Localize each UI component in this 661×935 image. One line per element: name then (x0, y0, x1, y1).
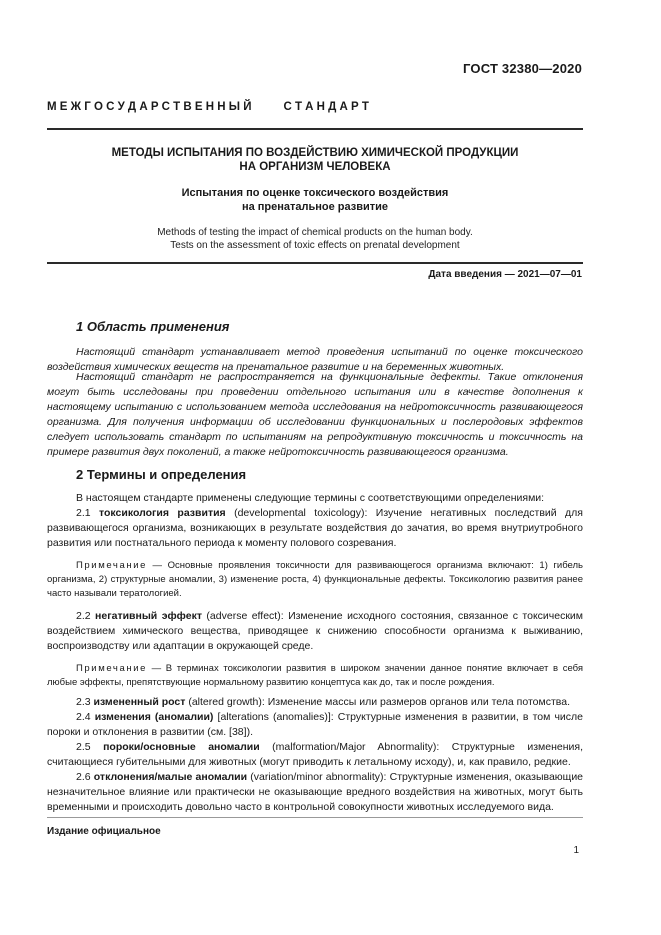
section-1-paragraph-2 (47, 370, 583, 460)
term-definition: (altered growth): Изменение массы или размеров органов или тела потомства. (185, 696, 570, 708)
section-1-heading: 1 Область применения (76, 319, 230, 334)
section-2-heading: 2 Термины и определения (76, 467, 247, 482)
term-name: изменения (аномалии) (94, 711, 214, 723)
scope-paragraph-2: Настоящий стандарт не распространяется на функциональные дефекты. Такие отклонения могут быть исследованы при проведении отдельного испытания или в качестве дополнения к настоящему испытанию с использованием метода исследования на нейротоксичность развивающегося организма. Для получения информации об исследовании функциональных и послеродовых эффектов следует использовать стандарт по испытаниям на репродуктивную токсичность и токсичность на примере развития двух поколений, а также нейротоксичность развивающегося организма. (47, 371, 583, 458)
term-2-2 (47, 609, 583, 654)
term-definition: (malformation/Major Abnormality): Структурные изменения, считающиеся губительными для животных (могут приводить к летальному исходу), и, как правило, редкие. (47, 741, 583, 768)
title-line-2: НА ОРГАНИЗМ ЧЕЛОВЕКА (239, 161, 391, 173)
term-name: отклонения/малые аномалии (93, 771, 248, 783)
english-title-line-1: Methods of testing the impact of chemical products on the human body. (157, 227, 473, 238)
introduction-date: Дата введения — 2021—07—01 (428, 269, 582, 280)
term-number: 2.1 (76, 507, 100, 519)
document-subtitle (47, 186, 583, 214)
top-divider (47, 128, 583, 130)
standard-number: ГОСТ 32380—2020 (463, 61, 582, 76)
term-number: 2.6 (76, 771, 94, 783)
english-title-line-2: Tests on the assessment of toxic effects on prenatal development (170, 240, 460, 251)
english-title (47, 226, 583, 252)
terms-intro: В настоящем стандарте применены следующие термины с соответствующими определениями: (76, 492, 545, 504)
term-name: пороки/основные аномалии (103, 741, 260, 753)
term-2-3 (47, 695, 583, 710)
subtitle-line-1: Испытания по оценке токсического воздействия (181, 187, 449, 199)
document-title (47, 146, 583, 174)
official-edition-label: Издание официальное (47, 826, 161, 837)
term-name: токсикология развития (99, 507, 226, 519)
term-2-6 (47, 770, 583, 815)
term-definition: [alterations (anomalies)]: Структурные изменения в развитии, в том числе пороки и отклонения в развитии (см. [38]). (47, 711, 583, 738)
title-line-1: МЕТОДЫ ИСПЫТАНИЯ ПО ВОЗДЕЙСТВИЮ ХИМИЧЕСКОЙ ПРОДУКЦИИ (111, 147, 519, 159)
term-name: измененный рост (93, 696, 186, 708)
terms-block (47, 491, 583, 815)
term-2-4 (47, 710, 583, 740)
term-definition: (adverse effect): Изменение исходного состояния, связанное с токсическим воздействием химического вещества, приводящее к снижению способности организма к выживанию, воспроизводству или адаптации в окружающей среде. (47, 610, 584, 652)
note-text: — В терминах токсикологии развития в широком значении данное понятие включает в себя любые эффекты, препятствующие нормальному развитию концептуса как до, так и после рождения. (47, 663, 583, 688)
note-label: Примечание (76, 663, 147, 674)
term-number: 2.3 (76, 696, 94, 708)
note-1 (47, 559, 583, 601)
note-text: — Основные проявления токсичности для развивающегося организма включают: 1) гибель организма, 2) структурные аномалии, 3) изменение роста, 4) функциональные дефекты. Токсикологию развития ранее часто называли тератологией. (47, 560, 583, 599)
note-2 (47, 662, 583, 690)
term-definition: (variation/minor abnormality): Структурные изменения, оказывающие незначительное влияние или практически не оказывающие вредного воздействия на животных, могут быть временными и происходить довольно часто в контрольной совокупности животных исследуемого вида. (47, 771, 584, 813)
term-definition: (developmental toxicology): Изучение негативных последствий для развивающегося организма, возникающих в результате воздействия до зачатия, во время внутриутробного развития или постнатального периода к моменту полового созревания. (47, 507, 583, 549)
term-number: 2.4 (76, 711, 95, 723)
interstate-standard-label: М Е Ж Г О С У Д А Р С Т В Е Н Н Ы Й С Т А Н Д А Р Т (47, 101, 369, 113)
term-2-1 (47, 506, 583, 551)
subtitle-line-2: на пренатальное развитие (241, 201, 389, 213)
footer-divider (47, 817, 583, 818)
term-number: 2.5 (76, 741, 104, 753)
scope-paragraph-1: Настоящий стандарт устанавливает метод проведения испытаний по оценке токсического воздействия химических веществ на пренатальное развитие и на беременных животных. (47, 346, 583, 373)
term-number: 2.2 (76, 610, 96, 622)
term-2-5 (47, 740, 583, 770)
title-divider (47, 262, 583, 264)
page-number: 1 (573, 845, 579, 856)
note-label: Примечание (76, 560, 147, 571)
term-name: негативный эффект (95, 610, 202, 622)
